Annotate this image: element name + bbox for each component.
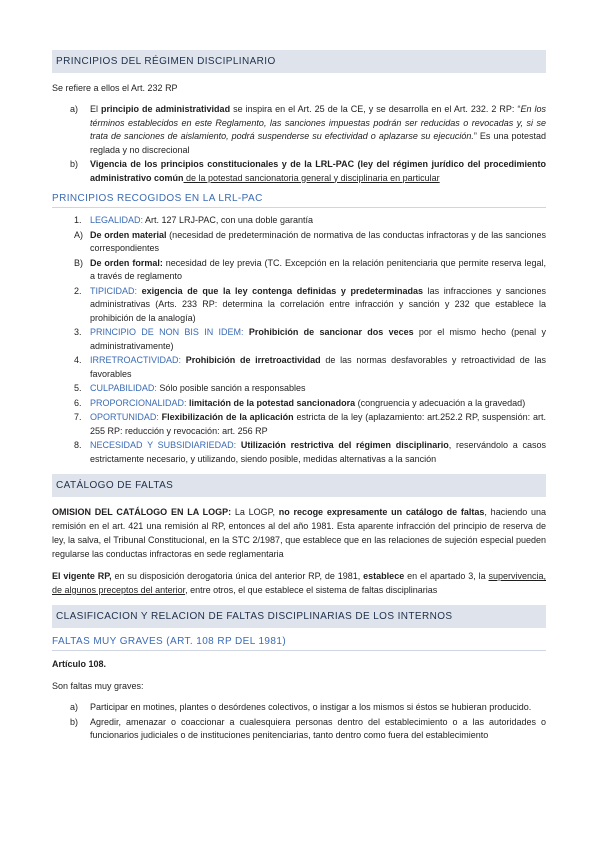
list-item: 6. PROPORCIONALIDAD: limitación de la potestad sancionadora (congruencia y adecuación a la gravedad) xyxy=(52,397,546,411)
list-marker: 6. xyxy=(74,397,82,408)
principle-name: TIPICIDAD: xyxy=(90,285,138,296)
list-marker: B) xyxy=(74,257,83,268)
list-marker: 3. xyxy=(74,327,82,337)
principle-name: PROPORCIONALIDAD: xyxy=(90,397,187,408)
principles-list xyxy=(52,103,546,185)
list-marker: 5. xyxy=(74,383,82,393)
list-item: a) El principio de administratividad se inspira en el Art. 25 de la CE, y se desarrolla en el Art. 232. 2 RP: “En los términos establecidos en este Reglamento, las sanciones impuestas podrán ser reducidas o revocadas y, si se trata de sanciones de aislamiento, podrá suspenderse su efectividad o aplazarse su ejecución.” Es una potestad reglada y no discrecional xyxy=(52,103,546,157)
list-marker: 7. xyxy=(74,412,82,422)
principle-name: CULPABILIDAD: xyxy=(90,383,157,393)
list-marker: 1. xyxy=(74,215,82,225)
article-title: Artículo 108. xyxy=(52,659,107,669)
list-marker: 2. xyxy=(74,285,82,296)
intro-text: Se refiere a ellos el Art. 232 RP xyxy=(52,83,178,93)
principle-name: NECESIDAD Y SUBSIDIARIEDAD: xyxy=(90,440,237,450)
list-marker: a) xyxy=(70,104,79,114)
faltas-list xyxy=(52,701,546,743)
section-heading-lrl-pac: PRINCIPIOS RECOGIDOS EN LA LRL-PAC xyxy=(52,193,546,208)
list-item: 2. TIPICIDAD: exigencia de que la ley contenga definidas y predeterminadas las infracciones y sanciones administrativas (Arts. 233 RP: determina la correlación entre infracción y sanción y 232 que establece la prohibición de la analogía) xyxy=(52,285,546,326)
principle-name: PRINCIPIO DE NON BIS IN IDEM: xyxy=(90,327,244,337)
list-item: a) Participar en motines, plantes o desórdenes colectivos, o instigar a los mismos si éstos se hubieran producido. xyxy=(52,701,546,715)
subheading-faltas-muy-graves: FALTAS MUY GRAVES (ART. 108 RP DEL 1981) xyxy=(52,636,546,651)
section-heading-catalogo: CATÁLOGO DE FALTAS xyxy=(52,474,546,497)
section-heading-clasificacion: CLASIFICACION Y RELACION DE FALTAS DISCIPLINARIAS DE LOS INTERNOS xyxy=(52,605,546,628)
list-item: 3. PRINCIPIO DE NON BIS IN IDEM: Prohibición de sancionar dos veces por el mismo hecho (penal y administrativamente) xyxy=(52,326,546,353)
list-marker: b) xyxy=(70,716,79,727)
list-item: 1. LEGALIDAD: Art. 127 LRJ-PAC, con una doble garantía xyxy=(52,214,546,228)
principle-name: IRRETROACTIVIDAD: xyxy=(90,355,182,365)
list-marker: b) xyxy=(70,159,79,169)
lrl-pac-principles-list xyxy=(52,214,546,466)
list-item: B) De orden formal: necesidad de ley previa (TC. Excepción en la relación penitenciaria que permite reserva legal, a través de reglamento xyxy=(52,257,546,284)
list-marker: a) xyxy=(70,702,79,712)
list-item: A) De orden material (necesidad de predeterminación de normativa de las conductas infractoras y de las sanciones correspondientes xyxy=(52,229,546,256)
list-marker: 4. xyxy=(74,355,82,365)
list-item: b) Vigencia de los principios constitucionales y de la LRL-PAC (ley del régimen jurídico del procedimiento administrativo común de la potestad sancionatoria general y disciplinaria en particular xyxy=(52,158,546,185)
document-page xyxy=(52,50,546,751)
list-item: 4. IRRETROACTIVIDAD: Prohibición de irretroactividad de las normas desfavorables y retroactividad de las favorables xyxy=(52,354,546,381)
principle-name: LEGALIDAD: xyxy=(90,215,144,225)
article-intro: Son faltas muy graves: xyxy=(52,681,144,691)
list-item: 5. CULPABILIDAD: Sólo posible sanción a responsables xyxy=(52,382,546,396)
list-marker: A) xyxy=(74,229,83,240)
list-item: 7. OPORTUNIDAD: Flexibilización de la aplicación estricta de la ley (aplazamiento: art.252.2 RP, suspensión: art. 255 RP: reducción y revocación: art. 256 RP xyxy=(52,411,546,438)
section-heading-principios-regimen: PRINCIPIOS DEL RÉGIMEN DISCIPLINARIO xyxy=(52,50,546,73)
list-item: b) Agredir, amenazar o coaccionar a cualesquiera personas dentro del establecimiento o a las autoridades o funcionarios judiciales o de instituciones penitenciarias, tanto dentro como fuera del establecimiento xyxy=(52,716,546,743)
principle-name: OPORTUNIDAD: xyxy=(90,412,159,422)
list-marker: 8. xyxy=(74,440,82,450)
list-item: 8. NECESIDAD Y SUBSIDIARIEDAD: Utilización restrictiva del régimen disciplinario, reservándolo a casos estrictamente necesario, y utilizando, siendo posible, medidas alternativas a la sanción xyxy=(52,439,546,466)
paragraph-omision: OMISION DEL CATÁLOGO EN LA LOGP: La LOGP, no recoge expresamente un catálogo de faltas, haciendo una remisión en el art. 421 una remisión al RP, entonces al del año 1981. Esta aparente infracción del principio de reserva de ley, la salva, el Tribunal Constitucional, en la STC 2/1987, que establece que en las relaciones de sujeción especial pueden regularse las conductas infractoras en sede reglamentaria xyxy=(52,507,546,559)
paragraph-vigente-rp: El vigente RP, en su disposición derogatoria única del anterior RP, de 1981, establece en el apartado 3, la supervivencia, de algunos preceptos del anterior, entre otros, el que establece el sistema de faltas disciplinarias xyxy=(52,571,547,595)
